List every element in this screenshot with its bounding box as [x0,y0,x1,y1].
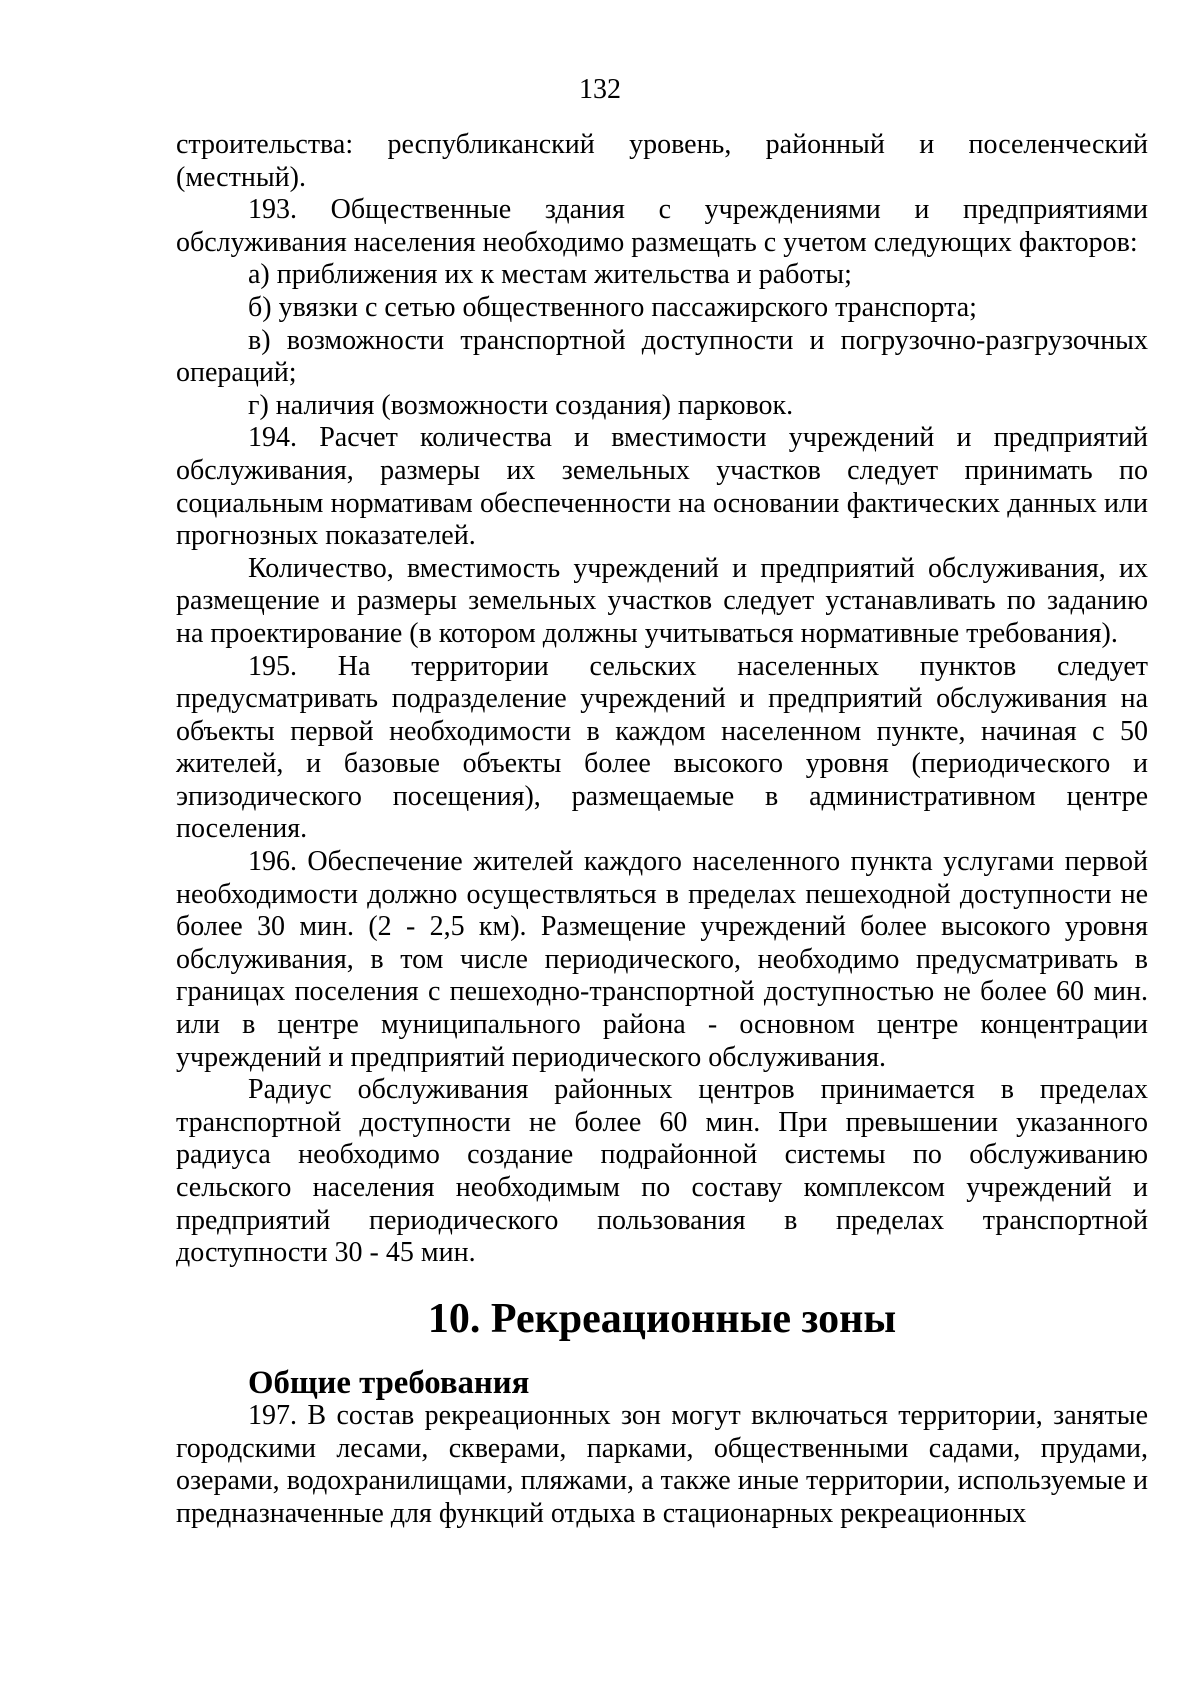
subsection-title: Общие требования [248,1365,530,1402]
paragraph: а) приближения их к местам жительства и работы; [248,259,852,291]
paragraph: Радиус обслуживания районных центров принимается в пределах транспортной доступности не более 60 мин. При превышении указанного радиуса необходимо создание подрайонной системы по обслуживанию сельского населения необходимым по составу комплексом учреждений и предприятий периодического пользования в пределах транспортной доступности 30 - 45 мин. [176,1074,1148,1269]
paragraph: 196. Обеспечение жителей каждого населенного пункта услугами первой необходимости должно осуществляться в пределах пешеходной доступности не более 30 мин. (2 - 2,5 км). Размещение учреждений более высокого уровня обслуживания, в том числе периодического, необходимо предусматривать в границах поселения с пешеходно-транспортной доступностью не более 60 мин. или в центре муниципального района - основном центре концентрации учреждений и предприятий периодического обслуживания. [176,846,1148,1073]
paragraphs-after [176,1400,1148,1530]
paragraphs-before [176,129,1148,1270]
paragraph: 195. На территории сельских населенных пунктов следует предусматривать подразделение учреждений и предприятий обслуживания на объекты первой необходимости в каждом населенном пункте, начиная с 50 жителей, и базовые объекты более высокого уровня (периодического и эпизодического посещения), размещаемые в административном центре поселения. [176,650,1148,845]
paragraph: б) увязки с сетью общественного пассажирского транспорта; [248,291,977,323]
document-body [176,129,1148,1530]
paragraph: г) наличия (возможности создания) парковок. [248,389,794,421]
paragraph: 193. Общественные здания с учреждениями и предприятиями обслуживания населения необходимо размещать с учетом следующих факторов: [176,194,1148,258]
paragraph: строительства: республиканский уровень, районный и поселенческий (местный). [176,129,1148,193]
section-title: 10. Рекреационные зоны [427,1295,897,1342]
page-number: 132 [579,74,621,105]
paragraph: в) возможности транспортной доступности и погрузочно-разгрузочных операций; [176,324,1148,389]
paragraph: 194. Расчет количества и вместимости учреждений и предприятий обслуживания, размеры их земельных участков следует принимать по социальным нормативам обеспеченности на основании фактических данных или прогнозных показателей. [176,422,1148,552]
paragraph: Количество, вместимость учреждений и предприятий обслуживания, их размещение и размеры земельных участков следует устанавливать по заданию на проектирование (в котором должны учитываться нормативные требования). [176,552,1148,649]
paragraph: 197. В состав рекреационных зон могут включаться территории, занятые городскими лесами, скверами, парками, общественными садами, прудами, озерами, водохранилищами, пляжами, а также иные территории, используемые и предназначенные для функций отдыха в стационарных рекреационных [176,1399,1148,1529]
